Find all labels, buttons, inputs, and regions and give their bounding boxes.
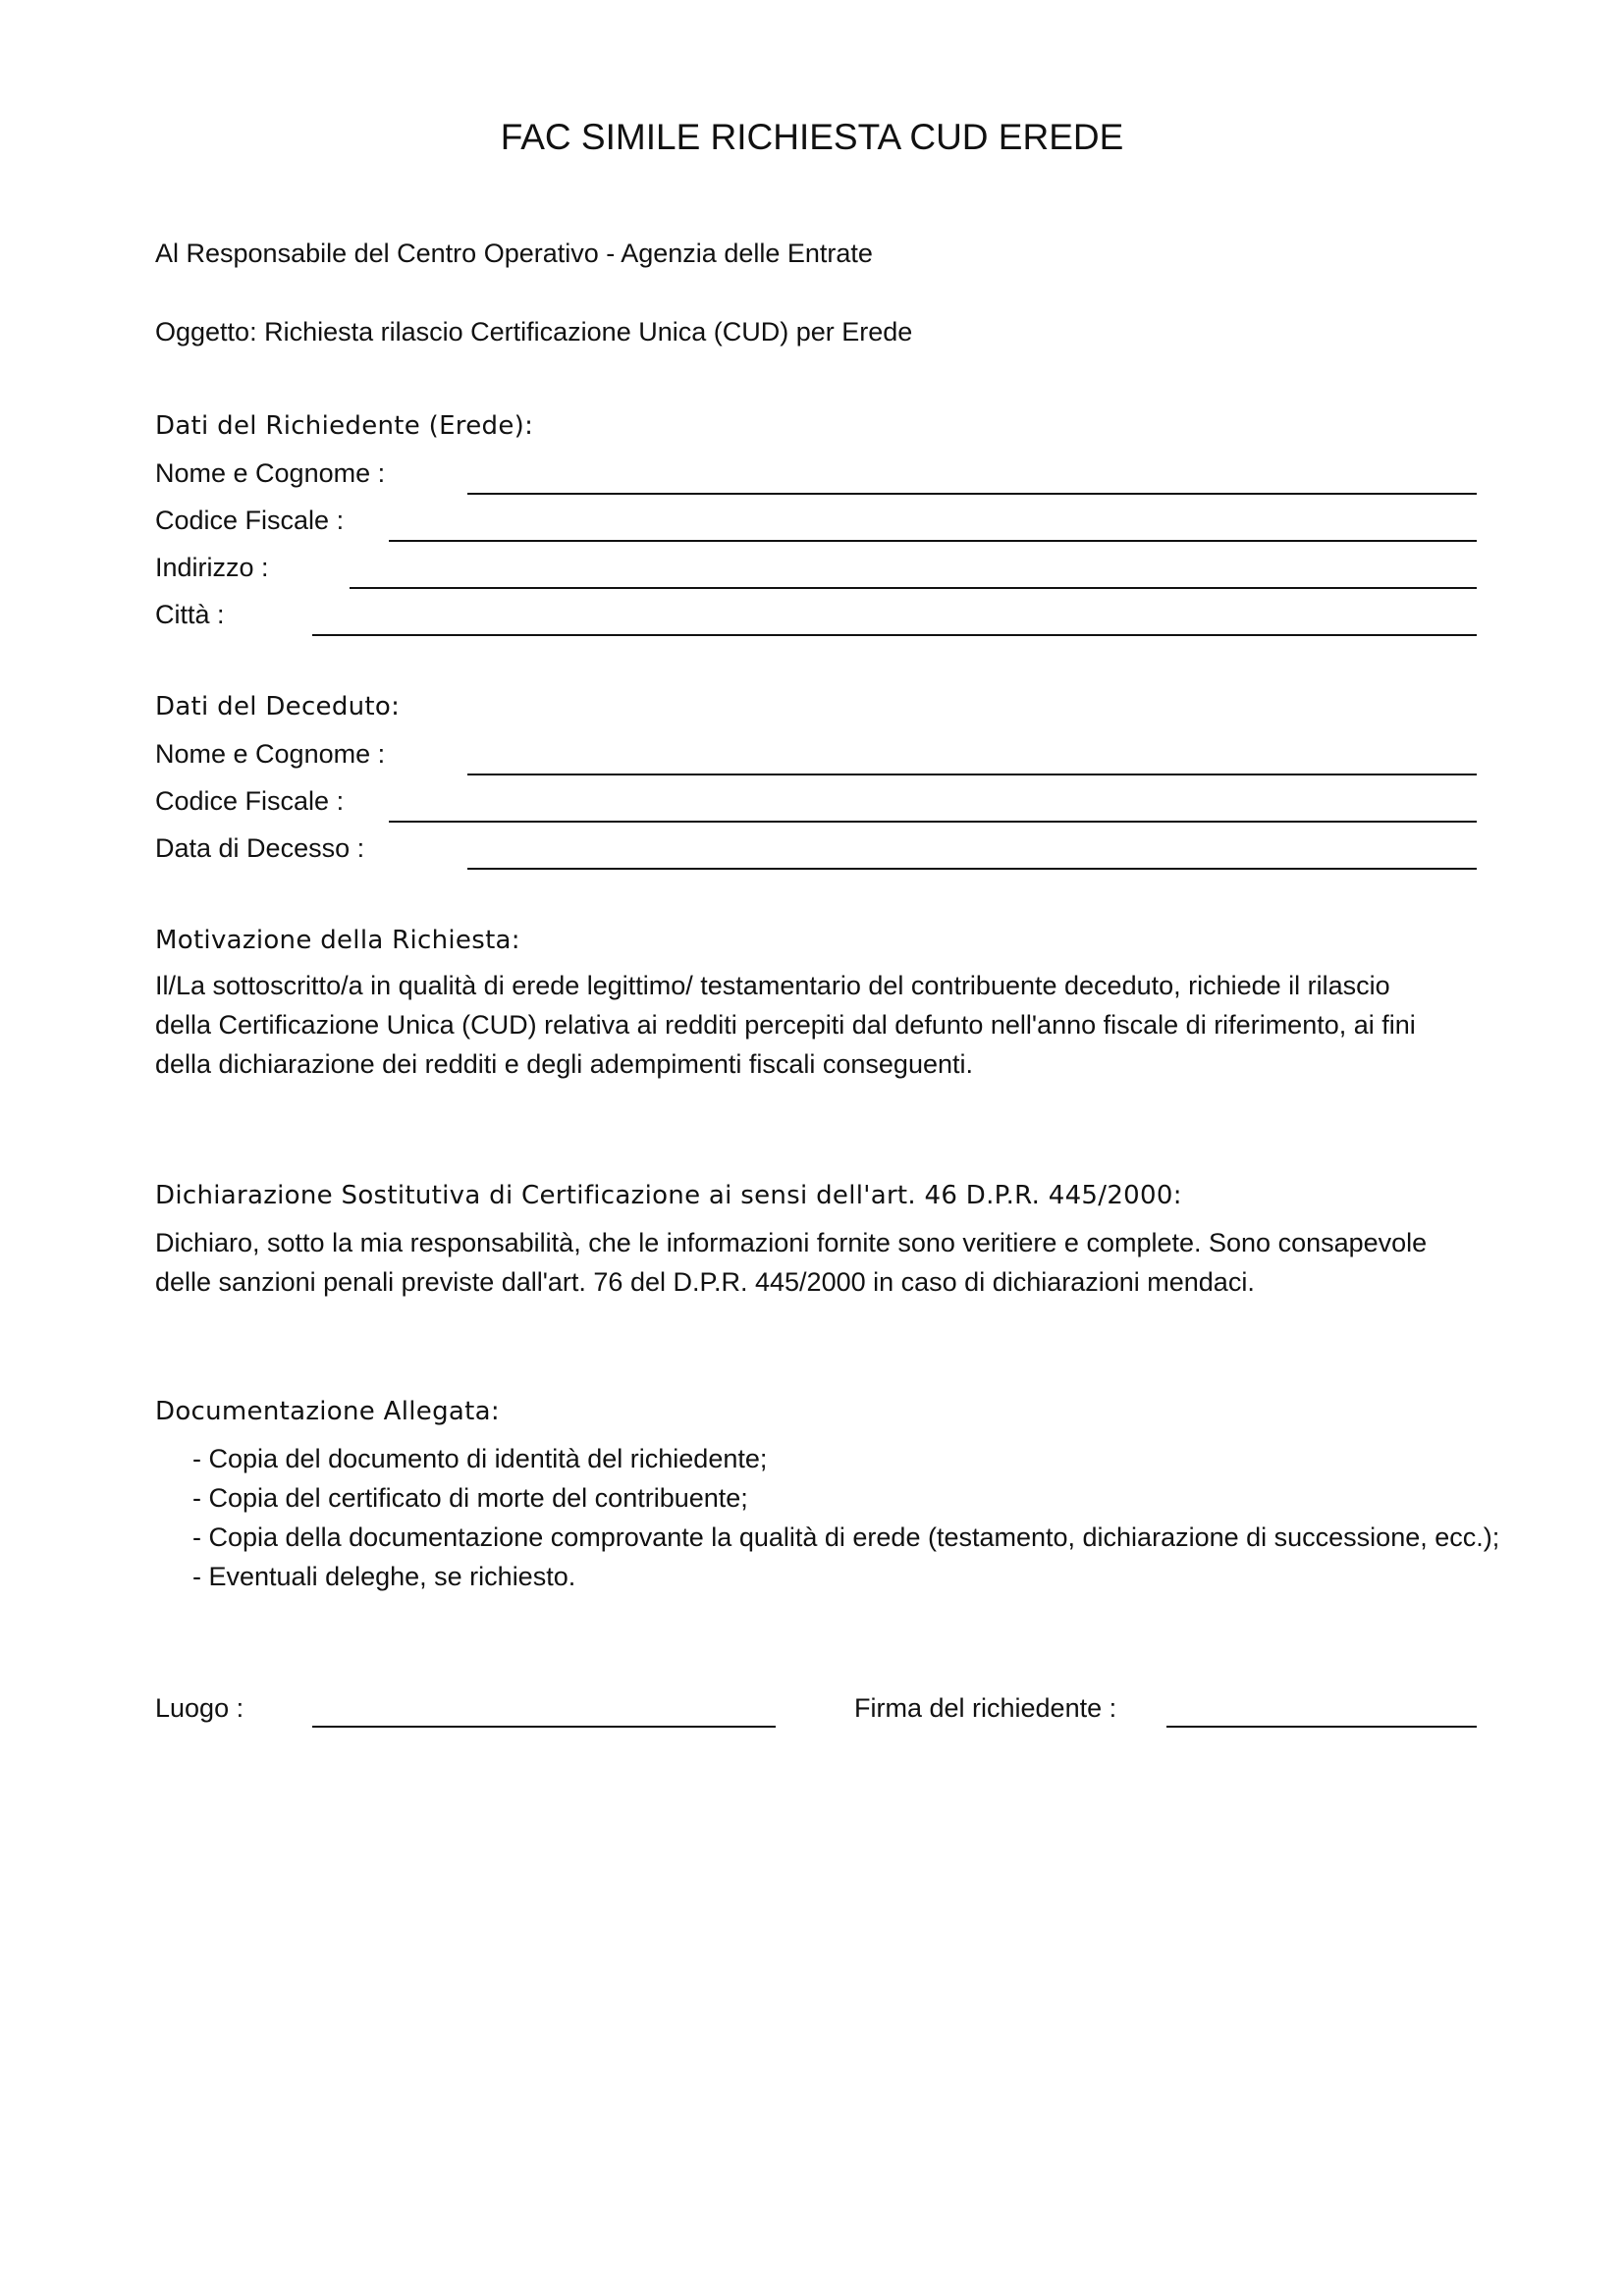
motivation-heading: Motivazione della Richiesta: (155, 926, 520, 955)
declaration-heading: Dichiarazione Sostitutiva di Certificazione ai sensi dell'art. 46 D.P.R. 445/2000: (155, 1181, 1182, 1210)
deceased-tax-code-label: Codice Fiscale : (155, 786, 345, 816)
signature-label: Firma del richiedente : (854, 1693, 1117, 1723)
motivation-paragraph (155, 966, 1490, 1084)
declaration-paragraph (155, 1223, 1490, 1302)
deceased-death-date-row (155, 828, 1477, 868)
deceased-tax-code-field[interactable] (389, 821, 1477, 823)
requester-city-label: Città : (155, 600, 225, 629)
requester-address-label: Indirizzo : (155, 553, 269, 582)
signature-field[interactable] (1166, 1726, 1477, 1728)
place-field[interactable] (312, 1726, 776, 1728)
declaration-line: Dichiaro, sotto la mia responsabilità, che le informazioni fornite sono veritiere e complete. Sono consapevole (155, 1228, 1428, 1257)
requester-name-field[interactable] (467, 493, 1477, 495)
deceased-name-label: Nome e Cognome : (155, 739, 386, 769)
requester-name-row (155, 454, 1477, 493)
requester-city-row (155, 595, 1477, 634)
attachments-list (192, 1439, 1499, 1596)
deceased-tax-code-row (155, 781, 1477, 821)
requester-tax-code-label: Codice Fiscale : (155, 506, 345, 535)
deceased-heading: Dati del Deceduto: (155, 692, 401, 721)
recipient-line: Al Responsabile del Centro Operativo - Agenzia delle Entrate (155, 239, 873, 268)
requester-address-field[interactable] (350, 587, 1477, 589)
requester-name-label: Nome e Cognome : (155, 458, 386, 488)
subject-line: Oggetto: Richiesta rilascio Certificazione Unica (CUD) per Erede (155, 317, 913, 347)
requester-tax-code-field[interactable] (389, 540, 1477, 542)
deceased-death-date-label: Data di Decesso : (155, 833, 365, 863)
deceased-death-date-field[interactable] (467, 868, 1477, 870)
requester-heading: Dati del Richiedente (Erede): (155, 411, 534, 441)
list-item: - Copia della documentazione comprovante la qualità di erede (testamento, dichiarazione di successione, ecc.); (192, 1522, 1500, 1552)
motivation-line: della dichiarazione dei redditi e degli adempimenti fiscali conseguenti. (155, 1049, 973, 1079)
requester-address-row (155, 548, 1477, 587)
deceased-name-field[interactable] (467, 774, 1477, 775)
motivation-line: della Certificazione Unica (CUD) relativa ai redditi percepiti dal defunto nell'anno fiscale di riferimento, ai fini (155, 1010, 1416, 1040)
deceased-name-row (155, 734, 1477, 774)
requester-tax-code-row (155, 501, 1477, 540)
list-item: - Eventuali deleghe, se richiesto. (192, 1562, 576, 1591)
requester-city-field[interactable] (312, 634, 1477, 636)
place-label: Luogo : (155, 1693, 244, 1723)
declaration-line: delle sanzioni penali previste dall'art. 76 del D.P.R. 445/2000 in caso di dichiarazioni mendaci. (155, 1267, 1255, 1297)
list-item: - Copia del documento di identità del richiedente; (192, 1444, 768, 1473)
attachments-heading: Documentazione Allegata: (155, 1397, 500, 1426)
document-title: FAC SIMILE RICHIESTA CUD EREDE (500, 117, 1124, 157)
motivation-line: Il/La sottoscritto/a in qualità di erede legittimo/ testamentario del contribuente deceduto, richiede il rilascio (155, 971, 1390, 1000)
list-item: - Copia del certificato di morte del contribuente; (192, 1483, 748, 1513)
